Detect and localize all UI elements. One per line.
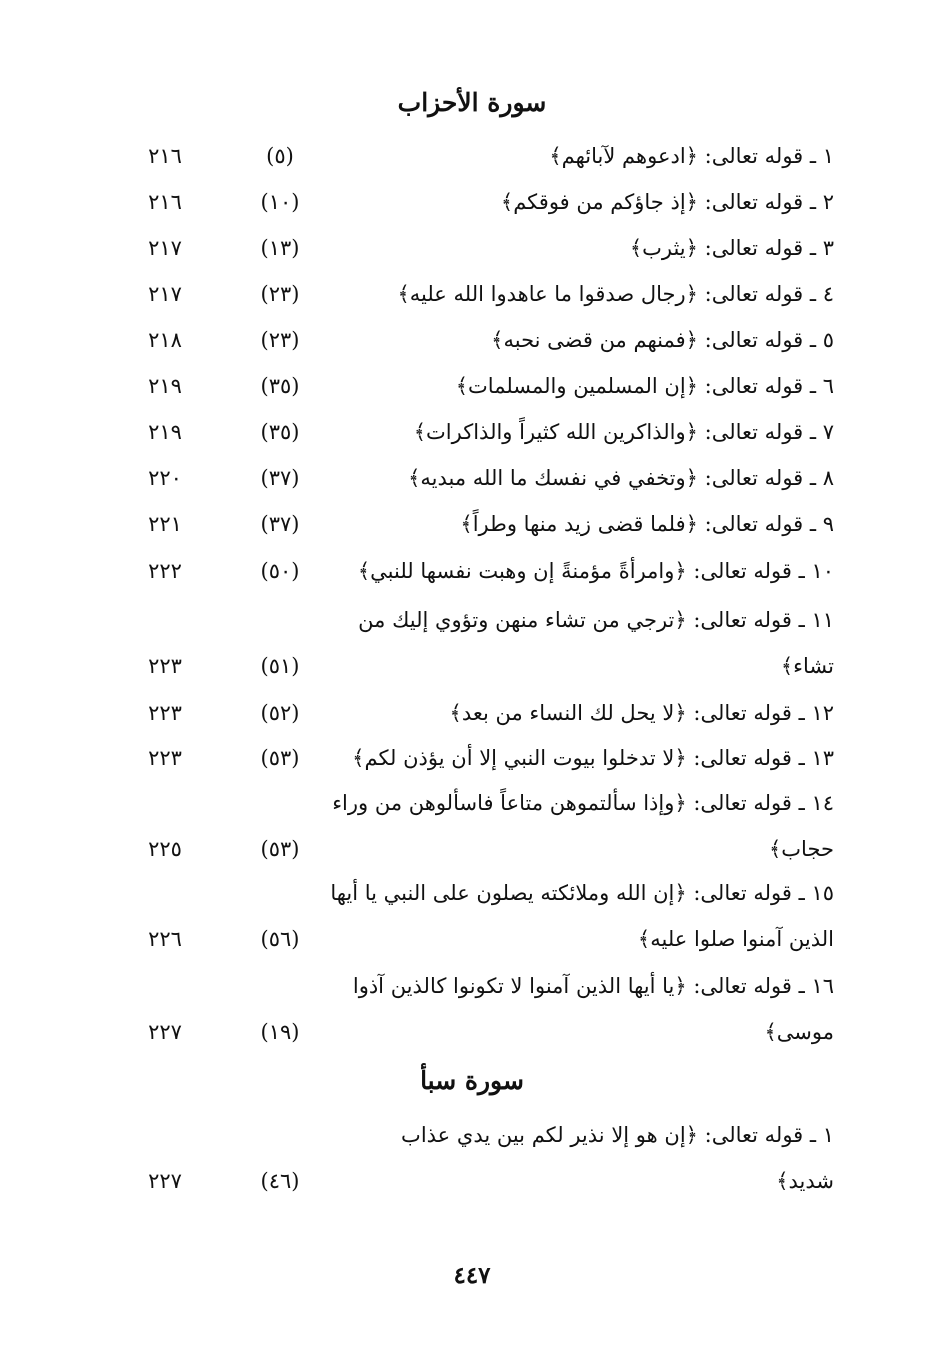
entry-text-line1: ١٤ ـ قوله تعالى: ﴿وإذا سألتموهن متاعاً فاسألوهن من وراء: [332, 791, 834, 815]
verse-number: (٥): [266, 144, 294, 168]
page-reference: ٢٢٣: [148, 746, 182, 770]
verse-number: (٢٣): [260, 328, 300, 352]
entry-text: ٥ ـ قوله تعالى: ﴿فمنهم من قضى نحبه﴾: [491, 328, 834, 352]
entry-text-line1: ١٦ ـ قوله تعالى: ﴿يا أيها الذين آمنوا لا تكونوا كالذين آذوا: [352, 974, 834, 998]
entry-text: [330, 870, 834, 962]
page-reference: ٢١٩: [148, 420, 182, 444]
verse-number: (٥٣): [260, 837, 300, 861]
entry-text-line1: ١١ ـ قوله تعالى: ﴿ترجي من تشاء منهن وتؤوي إليك من: [358, 608, 834, 632]
page-reference: ٢١٦: [148, 144, 182, 168]
entry-text: ٨ ـ قوله تعالى: ﴿وتخفي في نفسك ما الله مبديه﴾: [408, 466, 834, 490]
page-reference: ٢٢٣: [148, 701, 182, 725]
page-reference: ٢٢١: [148, 512, 182, 536]
entry-text-line2: موسى﴾: [764, 1020, 834, 1044]
verse-number: (٣٧): [260, 466, 300, 490]
page-reference: ٢٢٢: [148, 559, 182, 583]
entry-text: ٣ ـ قوله تعالى: ﴿يثرب﴾: [629, 236, 834, 260]
verse-number: (٥٦): [260, 927, 300, 951]
entry-text: ١٢ ـ قوله تعالى: ﴿لا يحل لك النساء من بعد﴾: [449, 701, 834, 725]
page-reference: ٢١٨: [148, 328, 182, 352]
page-reference: ٢١٦: [148, 190, 182, 214]
page-reference: ٢٢٧: [148, 1169, 182, 1193]
page-reference: ٢٢٣: [148, 654, 182, 678]
verse-number: (٤٦): [260, 1169, 300, 1193]
entry-text: ٤ ـ قوله تعالى: ﴿رجال صدقوا ما عاهدوا الله عليه﴾: [397, 282, 834, 306]
entry-text: [334, 963, 834, 1055]
section-title-ahzab: سورة الأحزاب: [397, 88, 547, 117]
entry-text: ٧ ـ قوله تعالى: ﴿والذاكرين الله كثيراً والذاكرات﴾: [413, 420, 834, 444]
verse-number: (٥١): [260, 654, 300, 678]
page-reference: ٢١٧: [148, 236, 182, 260]
page-reference: ٢١٩: [148, 374, 182, 398]
page-reference: ٢٢٦: [148, 927, 182, 951]
entry-text-line2: تشاء﴾: [780, 654, 834, 678]
verse-number: (٥٣): [260, 746, 300, 770]
entry-text: [334, 780, 834, 872]
verse-number: (٥٢): [260, 701, 300, 725]
entry-text: ١٣ ـ قوله تعالى: ﴿لا تدخلوا بيوت النبي إلا أن يؤذن لكم﴾: [352, 746, 834, 770]
verse-number: (١٩): [260, 1020, 300, 1044]
section-title-saba: سورة سبأ: [420, 1066, 524, 1095]
entry-text-line2: الذين آمنوا صلوا عليه﴾: [637, 927, 834, 951]
page-reference: ٢٢٠: [148, 466, 182, 490]
entry-text-line1: ١ ـ قوله تعالى: ﴿إن هو إلا نذير لكم بين يدي عذاب: [401, 1123, 834, 1147]
verse-number: (٣٧): [260, 512, 300, 536]
entry-text-line1: ١٥ ـ قوله تعالى: ﴿إن الله وملائكته يصلون على النبي يا أيها: [330, 881, 834, 905]
verse-number: (٥٠): [260, 559, 300, 583]
verse-number: (٢٣): [260, 282, 300, 306]
verse-number: (١٣): [260, 236, 300, 260]
verse-number: (١٠): [260, 190, 300, 214]
entry-text: ١ ـ قوله تعالى: ﴿ادعوهم لآبائهم﴾: [549, 144, 834, 168]
page-reference: ٢١٧: [148, 282, 182, 306]
entry-text: ٩ ـ قوله تعالى: ﴿فلما قضى زيد منها وطراً﴾: [460, 512, 834, 536]
page-reference: ٢٢٥: [148, 837, 182, 861]
page-number: ٤٤٧: [453, 1262, 491, 1289]
entry-text: [334, 597, 834, 689]
entry-text: [334, 1112, 834, 1204]
entry-text: ٦ ـ قوله تعالى: ﴿إن المسلمين والمسلمات﴾: [455, 374, 834, 398]
entry-text: ٢ ـ قوله تعالى: ﴿إذ جاؤكم من فوقكم﴾: [500, 190, 834, 214]
page-reference: ٢٢٧: [148, 1020, 182, 1044]
entry-text-line2: شديد﴾: [776, 1169, 834, 1193]
entry-text: ١٠ ـ قوله تعالى: ﴿وامرأةً مؤمنةً إن وهبت نفسها للنبي﴾: [357, 559, 834, 583]
verse-number: (٣٥): [260, 374, 300, 398]
verse-number: (٣٥): [260, 420, 300, 444]
entry-text-line2: حجاب﴾: [768, 837, 834, 861]
